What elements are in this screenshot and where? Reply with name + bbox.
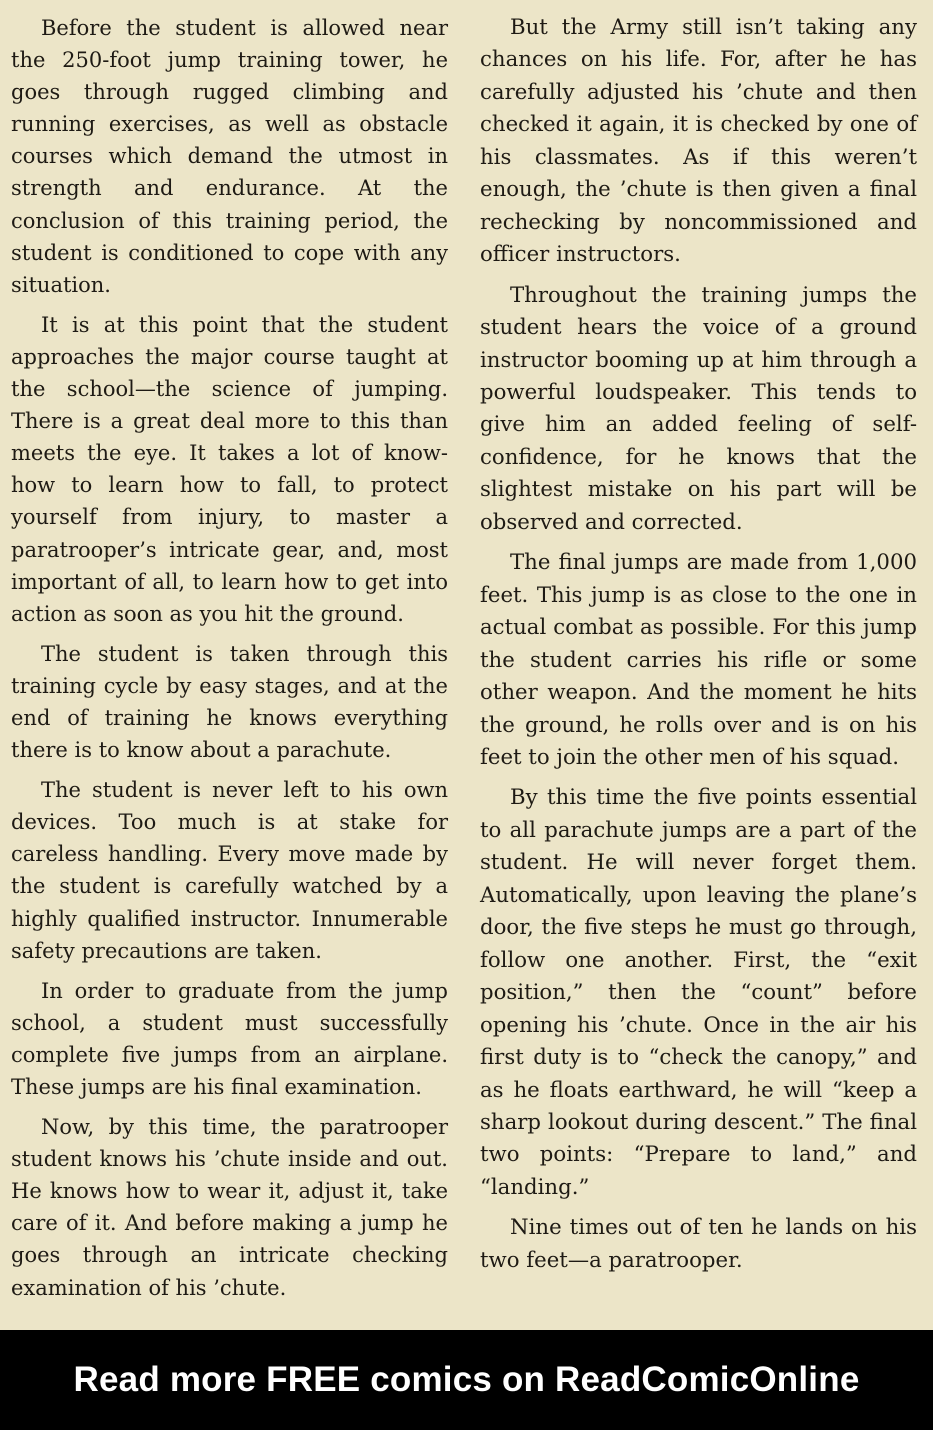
promo-banner-text[interactable]: Read more FREE comics on ReadComicOnline xyxy=(73,1360,860,1399)
paragraph: Before the student is allowed near the 250-foot jump training tower, he goes through rugged climbing and running exercises, as well as obstacle courses which demand the utmost in strength and endurance. At the conclusion of this training period, the student is conditioned to cope with any situation. xyxy=(11,16,448,297)
paragraph: By this time the five points essential to all parachute jumps are a part of the student. He will never forget them. Automatically, upon leaving the plane’s door, the five steps he must go through, follow one another. First, the “exit position,” then the “count” before opening his ’chute. Once in the air his first duty is to “check the canopy,” and as he floats earthward, he will “keep a sharp lookout during descent.” The final two points: “Prepare to land,” and “landing.” xyxy=(480,785,917,1200)
paragraph: But the Army still isn’t taking any chances on his life. For, after he has carefully adjusted his ’chute and then checked it again, it is checked by one of his classmates. As if this weren’t enough, the ’chute is then given a final rechecking by noncommissioned and officer instructors. xyxy=(480,15,917,268)
paragraph: Throughout the training jumps the student hears the voice of a ground instructor booming up at him through a powerful loudspeaker. This tends to give him an added feeling of self-confidence, for he knows that the slightest mistake on his part will be observed and corrected. xyxy=(480,282,917,535)
paragraph: Nine times out of ten he lands on his two feet—a paratrooper. xyxy=(480,1215,917,1273)
promo-banner[interactable] xyxy=(0,1330,933,1430)
paragraph: The final jumps are made from 1,000 feet. This jump is as close to the one in actual combat as possible. For this jump the student carries his rifle or some other weapon. And the moment he hits the ground, he rolls over and is on his feet to join the other men of his squad. xyxy=(480,550,917,770)
paragraph: In order to graduate from the jump school, a student must successfully complete five jumps from an airplane. These jumps are his final examination. xyxy=(11,978,448,1099)
article-right-column xyxy=(480,12,917,1285)
paragraph: The student is taken through this training cycle by easy stages, and at the end of training he knows everything there is to know about a parachute. xyxy=(11,641,448,763)
paragraph: Now, by this time, the paratrooper student knows his ’chute inside and out. He knows how to wear it, adjust it, take care of it. And before making a jump he goes through an intricate checking examination of his ’chute. xyxy=(11,1115,448,1300)
article-left-column xyxy=(11,12,448,1312)
paragraph: It is at this point that the student approaches the major course taught at the school—the science of jumping. There is a great deal more to this than meets the eye. It takes a lot of know-how to learn how to fall, to protect yourself from injury, to master a paratrooper’s intricate gear, and, most important of all, to learn how to get into action as soon as you hit the ground. xyxy=(11,312,448,626)
paragraph: The student is never left to his own devices. Too much is at stake for careless handling. Every move made by the student is carefully watched by a highly qualified instructor. Innumerable safety precautions are taken. xyxy=(11,778,448,963)
